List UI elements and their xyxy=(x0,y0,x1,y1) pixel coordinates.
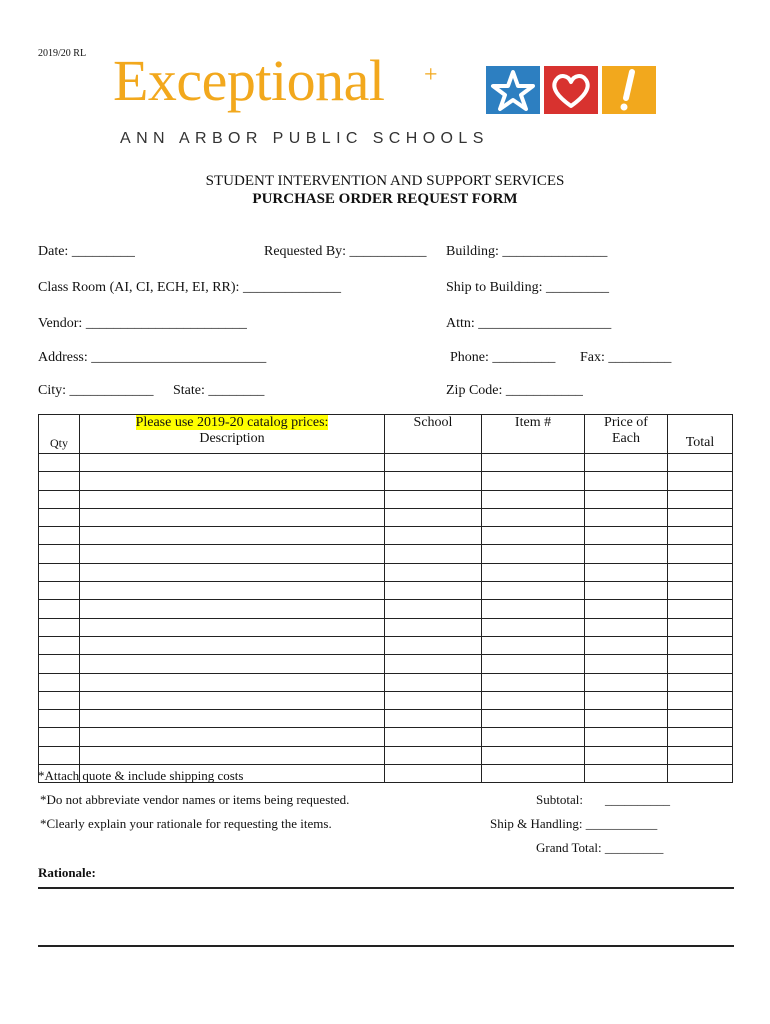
total-cell[interactable] xyxy=(668,582,733,600)
heart-icon xyxy=(544,66,598,114)
price-each-cell[interactable] xyxy=(585,765,668,783)
total-cell[interactable] xyxy=(668,600,733,618)
note-no-abbreviation: *Do not abbreviate vendor names or items being requested. xyxy=(40,792,350,807)
qty-cell[interactable] xyxy=(39,563,80,581)
table-row xyxy=(39,490,733,508)
total-cell[interactable] xyxy=(668,527,733,545)
total-cell[interactable] xyxy=(668,746,733,764)
ship-to-building-field[interactable]: Ship to Building: _________ xyxy=(446,280,609,295)
school-cell[interactable] xyxy=(385,636,482,654)
table-row xyxy=(39,472,733,490)
school-cell[interactable] xyxy=(385,746,482,764)
table-row xyxy=(39,655,733,673)
total-cell[interactable] xyxy=(668,636,733,654)
qty-cell[interactable] xyxy=(39,472,80,490)
order-table-body xyxy=(39,454,733,783)
total-column-header: Total xyxy=(668,415,733,454)
qty-cell[interactable] xyxy=(39,728,80,746)
price-each-cell[interactable] xyxy=(585,508,668,526)
item-number-cell[interactable] xyxy=(482,765,585,783)
rationale-line-2[interactable] xyxy=(38,945,734,947)
rationale-label: Rationale: xyxy=(38,865,96,880)
rationale-line-1[interactable] xyxy=(38,887,734,889)
description-cell[interactable] xyxy=(80,472,385,490)
school-cell[interactable] xyxy=(385,600,482,618)
price-each-cell[interactable] xyxy=(585,472,668,490)
price-each-cell[interactable] xyxy=(585,618,668,636)
total-cell[interactable] xyxy=(668,563,733,581)
department-heading: STUDENT INTERVENTION AND SUPPORT SERVICES xyxy=(205,173,565,189)
table-row xyxy=(39,746,733,764)
description-cell[interactable] xyxy=(80,508,385,526)
city-field[interactable]: City: ____________ xyxy=(38,383,154,398)
price-each-cell[interactable] xyxy=(585,728,668,746)
logo-tiles xyxy=(486,66,656,114)
total-cell[interactable] xyxy=(668,673,733,691)
price-each-cell[interactable] xyxy=(585,673,668,691)
vendor-field[interactable]: Vendor: _______________________ xyxy=(38,316,247,331)
fax-field[interactable]: Fax: _________ xyxy=(580,350,672,365)
item-number-cell[interactable] xyxy=(482,746,585,764)
description-cell[interactable] xyxy=(80,454,385,472)
table-row xyxy=(39,582,733,600)
description-cell[interactable] xyxy=(80,728,385,746)
description-cell[interactable] xyxy=(80,600,385,618)
price-each-cell[interactable] xyxy=(585,655,668,673)
item-number-cell[interactable] xyxy=(482,710,585,728)
building-field[interactable]: Building: _______________ xyxy=(446,244,608,259)
total-cell[interactable] xyxy=(668,545,733,563)
school-cell[interactable] xyxy=(385,508,482,526)
total-cell[interactable] xyxy=(668,472,733,490)
total-cell[interactable] xyxy=(668,454,733,472)
zip-code-field[interactable]: Zip Code: ___________ xyxy=(446,383,583,398)
qty-cell[interactable] xyxy=(39,636,80,654)
table-row xyxy=(39,618,733,636)
school-cell[interactable] xyxy=(385,673,482,691)
table-row xyxy=(39,563,733,581)
item-number-cell[interactable] xyxy=(482,600,585,618)
item-number-cell[interactable] xyxy=(482,582,585,600)
qty-cell[interactable] xyxy=(39,673,80,691)
description-cell[interactable] xyxy=(80,563,385,581)
table-row xyxy=(39,710,733,728)
qty-cell[interactable] xyxy=(39,527,80,545)
catalog-price-note: Please use 2019-20 catalog prices: xyxy=(135,415,329,430)
description-cell[interactable] xyxy=(80,691,385,709)
item-number-cell[interactable] xyxy=(482,527,585,545)
item-number-cell[interactable] xyxy=(482,490,585,508)
subtotal-field[interactable]: __________ xyxy=(605,792,670,807)
price-each-cell[interactable] xyxy=(585,600,668,618)
class-room-field[interactable]: Class Room (AI, CI, ECH, EI, RR): ______________ xyxy=(38,280,341,295)
total-cell[interactable] xyxy=(668,691,733,709)
total-cell[interactable] xyxy=(668,710,733,728)
price-each-column-header: Price of Each xyxy=(585,415,668,454)
table-row xyxy=(39,545,733,563)
qty-cell[interactable] xyxy=(39,618,80,636)
description-cell[interactable] xyxy=(80,673,385,691)
table-row xyxy=(39,454,733,472)
item-number-cell[interactable] xyxy=(482,472,585,490)
price-each-cell[interactable] xyxy=(585,746,668,764)
school-cell[interactable] xyxy=(385,655,482,673)
description-column-header xyxy=(80,415,385,454)
school-cell[interactable] xyxy=(385,527,482,545)
school-cell[interactable] xyxy=(385,545,482,563)
item-number-cell[interactable] xyxy=(482,636,585,654)
item-number-cell[interactable] xyxy=(482,454,585,472)
price-each-cell[interactable] xyxy=(585,563,668,581)
total-cell[interactable] xyxy=(668,655,733,673)
qty-cell[interactable] xyxy=(39,490,80,508)
phone-field[interactable]: Phone: _________ xyxy=(450,350,556,365)
total-cell[interactable] xyxy=(668,508,733,526)
grand-total-field[interactable]: Grand Total: _________ xyxy=(536,840,664,855)
school-cell[interactable] xyxy=(385,618,482,636)
school-cell[interactable] xyxy=(385,691,482,709)
subtotal-label: Subtotal: xyxy=(536,792,583,807)
requested-by-field[interactable]: Requested By: ___________ xyxy=(264,244,427,259)
description-cell[interactable] xyxy=(80,636,385,654)
qty-cell[interactable] xyxy=(39,582,80,600)
item-number-cell[interactable] xyxy=(482,655,585,673)
table-row xyxy=(39,527,733,545)
item-number-cell[interactable] xyxy=(482,618,585,636)
qty-cell[interactable] xyxy=(39,508,80,526)
logo-wordmark: Exceptional xyxy=(113,48,385,113)
logo-plus-mark: + xyxy=(424,62,438,88)
description-cell[interactable] xyxy=(80,655,385,673)
state-field[interactable]: State: ________ xyxy=(173,383,265,398)
qty-column-header: Qty xyxy=(39,415,80,454)
document-code: 2019/20 RL xyxy=(38,48,87,59)
price-each-cell[interactable] xyxy=(585,545,668,563)
price-each-cell[interactable] xyxy=(585,454,668,472)
price-each-cell[interactable] xyxy=(585,636,668,654)
qty-cell[interactable] xyxy=(39,691,80,709)
star-icon xyxy=(486,66,540,114)
table-row xyxy=(39,728,733,746)
form-title: PURCHASE ORDER REQUEST FORM xyxy=(252,191,518,207)
qty-cell[interactable] xyxy=(39,746,80,764)
item-number-cell[interactable] xyxy=(482,563,585,581)
attn-field[interactable]: Attn: ___________________ xyxy=(446,316,612,331)
description-cell[interactable] xyxy=(80,618,385,636)
date-field[interactable]: Date: _________ xyxy=(38,244,135,259)
school-column-header: School xyxy=(385,415,482,454)
description-cell[interactable] xyxy=(80,582,385,600)
item-number-cell[interactable] xyxy=(482,508,585,526)
order-items-table xyxy=(38,414,733,783)
item-number-cell[interactable] xyxy=(482,545,585,563)
qty-cell[interactable] xyxy=(39,600,80,618)
school-cell[interactable] xyxy=(385,454,482,472)
qty-cell[interactable] xyxy=(39,710,80,728)
price-each-cell[interactable] xyxy=(585,691,668,709)
price-each-cell[interactable] xyxy=(585,490,668,508)
school-cell[interactable] xyxy=(385,710,482,728)
description-label: Description xyxy=(199,431,265,446)
description-cell[interactable] xyxy=(80,710,385,728)
qty-cell[interactable] xyxy=(39,655,80,673)
school-cell[interactable] xyxy=(385,765,482,783)
school-cell[interactable] xyxy=(385,728,482,746)
item-number-cell[interactable] xyxy=(482,673,585,691)
note-explain-rationale: *Clearly explain your rationale for requesting the items. xyxy=(40,816,332,831)
table-row xyxy=(39,673,733,691)
description-cell[interactable] xyxy=(80,490,385,508)
total-cell[interactable] xyxy=(668,490,733,508)
item-number-cell[interactable] xyxy=(482,691,585,709)
address-field[interactable]: Address: _________________________ xyxy=(38,350,267,365)
qty-cell[interactable] xyxy=(39,454,80,472)
table-row xyxy=(39,636,733,654)
price-each-cell[interactable] xyxy=(585,710,668,728)
school-cell[interactable] xyxy=(385,563,482,581)
logo-subtitle: ANN ARBOR PUBLIC SCHOOLS xyxy=(120,130,489,147)
school-cell[interactable] xyxy=(385,472,482,490)
table-header-row xyxy=(39,415,733,454)
price-each-cell[interactable] xyxy=(585,582,668,600)
table-row xyxy=(39,508,733,526)
price-each-cell[interactable] xyxy=(585,527,668,545)
description-cell[interactable] xyxy=(80,527,385,545)
total-cell[interactable] xyxy=(668,765,733,783)
school-cell[interactable] xyxy=(385,490,482,508)
total-cell[interactable] xyxy=(668,618,733,636)
table-row xyxy=(39,691,733,709)
item-number-cell[interactable] xyxy=(482,728,585,746)
school-cell[interactable] xyxy=(385,582,482,600)
item-number-column-header: Item # xyxy=(482,415,585,454)
table-row xyxy=(39,600,733,618)
description-cell[interactable] xyxy=(80,545,385,563)
qty-cell[interactable] xyxy=(39,545,80,563)
exclamation-icon xyxy=(602,66,656,114)
shipping-handling-field[interactable]: Ship & Handling: ___________ xyxy=(490,816,658,831)
total-cell[interactable] xyxy=(668,728,733,746)
description-cell[interactable] xyxy=(80,746,385,764)
note-attach-quote: *Attach quote & include shipping costs xyxy=(38,768,244,783)
